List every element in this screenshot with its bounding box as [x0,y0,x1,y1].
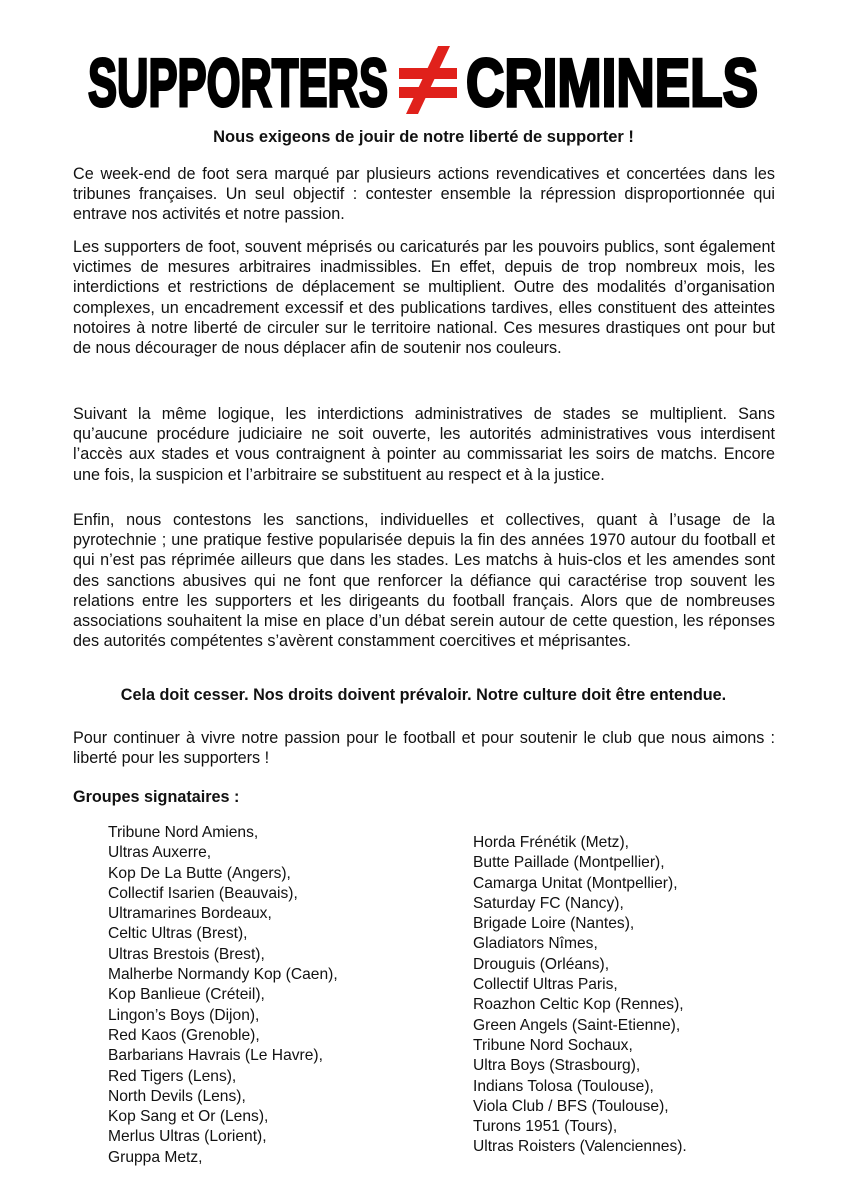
paragraph-closing: Pour continuer à vivre notre passion pour le football et pour soutenir le club que nous aimons : liberté pour les supporters ! [73,729,775,768]
signatory-item: Roazhon Celtic Kop (Rennes), [473,996,684,1014]
statement: Cela doit cesser. Nos droits doivent prévaloir. Notre culture doit être entendue. [120,686,727,704]
signatory-item: Ultras Roisters (Valenciennes). [473,1138,687,1156]
signatory-item: Viola Club / BFS (Toulouse), [473,1097,669,1115]
banner-svg [86,40,761,121]
signatory-item: Ultras Auxerre, [108,844,212,862]
signatory-item: Saturday FC (Nancy), [473,894,624,912]
signatory-item: Brigade Loire (Nantes), [473,915,635,933]
signatory-item: Tribune Nord Sochaux, [473,1036,633,1054]
signatory-item: Ultras Brestois (Brest), [108,945,265,963]
banner-left-word: SUPPORTERS [88,45,388,121]
signatory-item: Camarga Unitat (Montpellier), [473,874,678,892]
page-heading: Nous exigeons de jouir de notre liberté de supporter ! [213,128,634,146]
signatory-item: Turons 1951 (Tours), [473,1118,618,1136]
signatory-item: Drouguis (Orléans), [473,955,610,973]
signatory-item: Horda Frénétik (Metz), [473,834,629,851]
signatory-item: Lingon’s Boys (Dijon), [108,1006,260,1024]
signatory-item: Kop Banlieue (Créteil), [108,986,265,1004]
signatories-right-column [473,833,687,1158]
signatory-item: Indians Tolosa (Toulouse), [473,1077,654,1095]
signatory-item: Kop De La Butte (Angers), [108,864,291,882]
signatory-item: Red Kaos (Grenoble), [108,1026,260,1044]
signatory-item: Celtic Ultras (Brest), [108,925,248,943]
signatory-item: Malherbe Normandy Kop (Caen), [108,966,338,984]
signatory-item: Red Tigers (Lens), [108,1067,237,1085]
signatory-item: Barbarians Havrais (Le Havre), [108,1047,323,1065]
paragraph-intro: Ce week-end de foot sera marqué par plusieurs actions revendicatives et concertées dans les tribunes françaises. Un seul objectif : contester ensemble la répression disproportionnée qui entrave nos activités et notre passion. [73,165,775,224]
groups-title: Groupes signataires : [73,788,240,806]
banner-logo [86,40,761,121]
signatory-item: Gladiators Nîmes, [473,935,598,953]
signatories-left-column [108,823,338,1168]
signatory-item: Gruppa Metz, [108,1148,203,1166]
signatory-item: Ultra Boys (Strasbourg), [473,1057,641,1075]
signatory-item: Ultramarines Bordeaux, [108,905,272,923]
signatory-item: Collectif Ultras Paris, [473,976,618,994]
signatory-item: North Devils (Lens), [108,1087,246,1105]
signatory-item: Butte Paillade (Montpellier), [473,854,665,872]
banner-right-word: CRIMINELS [466,45,758,121]
signatory-item: Merlus Ultras (Lorient), [108,1128,267,1146]
signatory-item: Green Angels (Saint-Etienne), [473,1016,681,1034]
paragraph-travel-restrictions: Les supporters de foot, souvent méprisés ou caricaturés par les pouvoirs publics, sont également victimes de mesures arbitraires inadmissibles. En effet, depuis de trop nombreux mois, les interdictions et restrictions de déplacement se multiplient. Outre des modalités d’organisation complexes, un encadrement excessif et des publications tardives, elles constituent des atteintes notoires à notre liberté de circuler sur le territoire national. Ces mesures drastiques ont pour but de nous décourager de nous déplacer afin de soutenir nos couleurs. [73,238,775,358]
signatory-item: Kop Sang et Or (Lens), [108,1108,269,1126]
paragraph-pyrotechnics: Enfin, nous contestons les sanctions, individuelles et collectives, quant à l’usage de la pyrotechnie ; une pratique festive popularisée depuis la fin des années 1970 autour du football et qui n’est pas réprimée ailleurs que dans les stades. Les matchs à huis-clos et les amendes sont des sanctions abusives qui ne font que renforcer la défiance qui caractérise trop souvent les relations entre les supporters et les dirigeants du football français. Alors que de nombreuses associations souhaitent la mise en place d’un débat serein autour de cette question, les réponses des autorités compétentes s’avèrent constamment coercitives et méprisantes. [73,511,775,651]
paragraph-stadium-bans: Suivant la même logique, les interdictions administratives de stades se multiplient. Sans qu’aucune procédure judiciaire ne soit ouverte, les autorités administratives vous interdisent l’accès aux stades et vous contraignent à pointer au commissariat les soirs de matchs. Encore une fois, la suspicion et l’arbitraire se substituent au respect et à la justice. [73,405,775,484]
signatory-item: Collectif Isarien (Beauvais), [108,884,298,902]
signatory-item: Tribune Nord Amiens, [108,824,259,841]
